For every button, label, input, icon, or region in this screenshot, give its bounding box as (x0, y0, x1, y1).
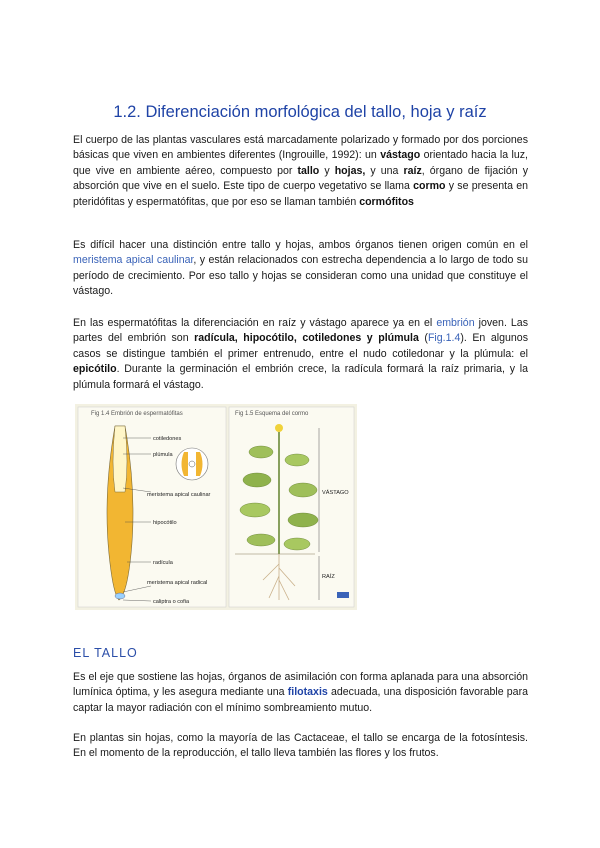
text: , y están relacionados con estrecha dependencia a lo largo de todo su período de crecimiento. Por eso tallo y hojas se consideran como una unidad que constituye el vástago. (73, 254, 528, 298)
leaf (289, 483, 317, 497)
leaf (240, 503, 270, 517)
text: ). En algunos casos se distingue también el primer entrenudo, entre el nudo cotiledonar y la plúmula: el (73, 332, 528, 360)
term-partes-embrion: radícula, hipocótilo, cotiledones y plúmula (194, 332, 419, 345)
text: y (319, 164, 335, 177)
text: Es el eje que sostiene las hojas, órganos de asimilación con forma aplanada para una absorción lumínica óptima, y les asegura mediante una (73, 671, 528, 699)
leaf (243, 473, 271, 487)
link-embrion[interactable]: embrión (436, 317, 475, 329)
text: . Durante la germinación el embrión crece, la radícula formará la raíz primaria, y la plúmula formará el vástago. (73, 363, 528, 391)
text: y se presenta en pteridófitas y espermatófitas, que por eso se llaman también (73, 180, 528, 208)
paragraph-cormo (73, 133, 528, 210)
plant-flower (275, 424, 283, 432)
label-meristema-radical: meristema apical radical (147, 580, 208, 586)
label-meristema-caulinar: meristema apical caulinar (147, 492, 211, 498)
figure-caption-1-4: Fig 1.4 Embrión de espermatófitas (91, 411, 183, 417)
embryo-panel (78, 407, 226, 607)
leaf (284, 538, 310, 550)
term-hojas: hojas, (334, 164, 366, 177)
paragraph-plantas-sin-hojas (73, 731, 528, 762)
label-cotiledones: cotiledones (153, 436, 182, 442)
embryo-root-cap (115, 593, 125, 599)
leaf (288, 513, 318, 527)
label-vastago: VÁSTAGO (322, 490, 349, 496)
figure-caption-1-5: Fig 1.5 Esquema del cormo (235, 411, 309, 417)
term-cormofitos: cormófitos (359, 195, 414, 208)
paragraph-eje-tallo (73, 670, 528, 716)
term-raiz: raíz (403, 164, 422, 177)
leaf (285, 454, 309, 466)
figure-logo (337, 592, 349, 598)
label-plumula: plúmula (153, 452, 173, 458)
label-caliptra: caliptra o cofia (153, 599, 190, 605)
figure-illustration (75, 404, 357, 610)
text: En plantas sin hojas, como la mayoría de las Cactaceae, el tallo se encarga de la fotosíntesis. En el momento de la reproducción, el tallo lleva también las flores y los frutos. (73, 732, 528, 760)
paragraph-embrion (73, 316, 528, 393)
text: El cuerpo de las plantas vasculares está marcadamente polarizado y formado por dos porciones básicas que viven en ambientes diferentes (Ingrouille, 1992): un (73, 134, 528, 162)
link-fig-1-4[interactable]: Fig.1.4 (427, 332, 461, 345)
text: , órgano de fijación y absorción que vive en el suelo. Este tipo de cuerpo vegetativo se llama (73, 164, 529, 193)
text: y una (365, 164, 404, 177)
embryo-cotyledons (113, 426, 127, 492)
leaf (247, 534, 275, 546)
term-epicotilo: epicótilo (73, 363, 117, 376)
page-title: 1.2. Diferenciación morfológica del tallo, hoja y raíz (113, 103, 487, 122)
figure-embrion-cormo (75, 404, 357, 610)
term-vastago: vástago (380, 149, 421, 162)
leaf (249, 446, 273, 458)
term-cormo: cormo (413, 180, 446, 193)
text: joven. Las partes del embrión son (73, 317, 528, 345)
link-filotaxis[interactable]: filotaxis (287, 686, 328, 699)
text: adecuada, una disposición favorable para captar la mayor radiación con el mínimo sombreamiento mutuo. (73, 686, 528, 714)
term-tallo: tallo (297, 164, 320, 177)
text: orientado hacia la luz, que vive en ambiente aéreo, compuesto por (73, 149, 528, 177)
label-hipocotilo: hipocótilo (153, 520, 177, 526)
label-radicula: radícula (153, 560, 173, 566)
section-title-el-tallo: EL TALLO (73, 646, 138, 660)
text: Es difícil hacer una distinción entre tallo y hojas, ambos órganos tienen origen común en el (73, 239, 528, 251)
link-meristema-apical-caulinar[interactable]: meristema apical caulinar (73, 254, 194, 267)
text: ( (418, 332, 428, 345)
embryo-detail-circle (176, 448, 208, 480)
paragraph-tallo-hojas (73, 238, 528, 300)
text: En las espermatófitas la diferenciación en raíz y vástago aparece ya en el (73, 317, 437, 329)
label-raiz: RAÍZ (322, 574, 335, 580)
